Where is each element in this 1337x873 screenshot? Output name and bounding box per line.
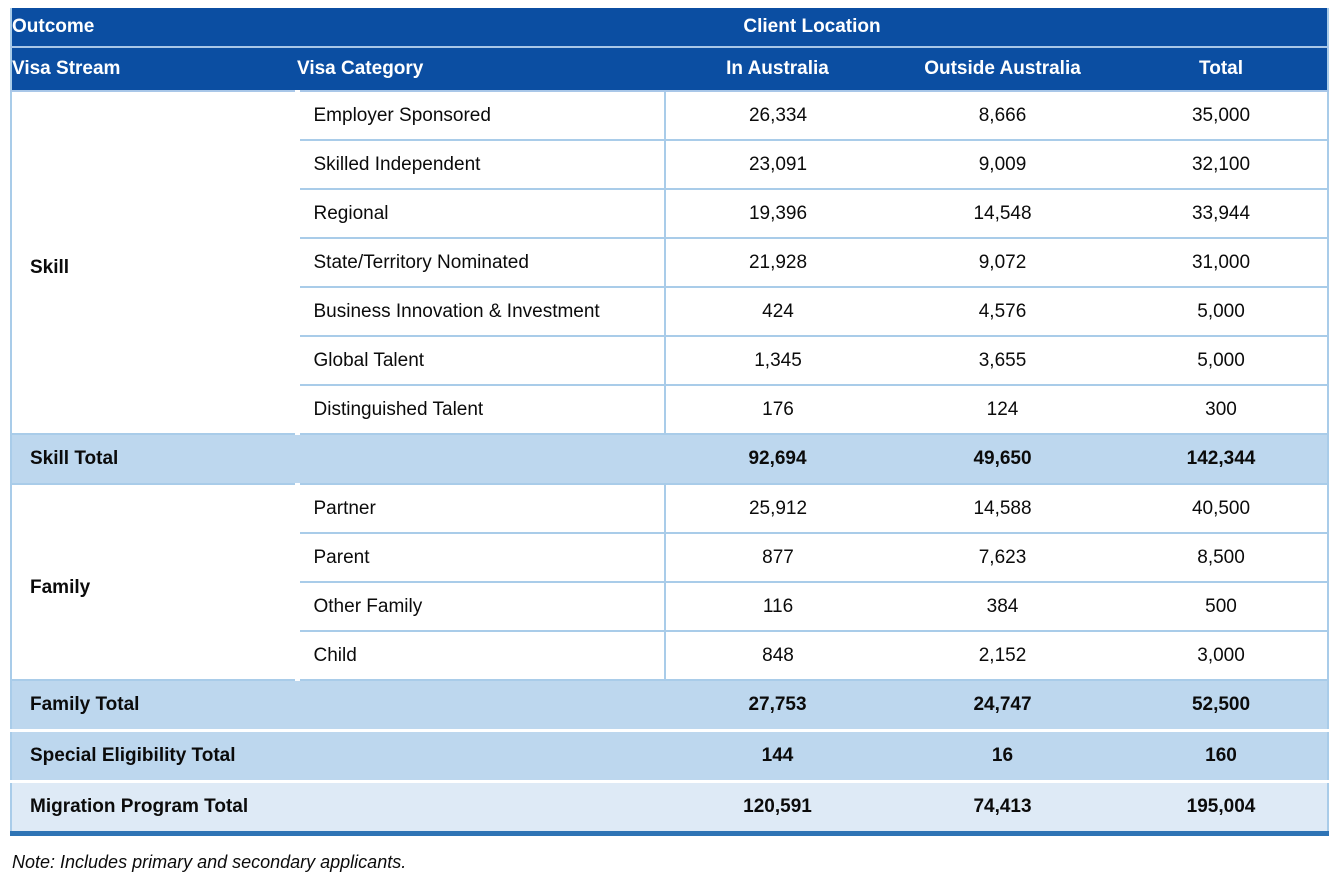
- visa-stream-cell-skill: Skill: [11, 91, 297, 434]
- table-header-row-outcome: [11, 8, 1328, 47]
- in-australia-value: 848: [665, 631, 890, 680]
- total-value: 160: [1115, 731, 1328, 782]
- special-eligibility-total-row: [11, 731, 1328, 782]
- total-value: 35,000: [1115, 91, 1328, 140]
- visa-stream-header: Visa Stream: [11, 47, 297, 91]
- visa-category-cell: Distinguished Talent: [297, 385, 665, 434]
- outside-australia-value: 3,655: [890, 336, 1115, 385]
- in-australia-value: 1,345: [665, 336, 890, 385]
- outside-australia-value: 2,152: [890, 631, 1115, 680]
- total-value: 500: [1115, 582, 1328, 631]
- outside-australia-value: 16: [890, 731, 1115, 782]
- table-row: [11, 91, 1328, 140]
- migration-program-table: [10, 8, 1329, 836]
- total-value: 5,000: [1115, 336, 1328, 385]
- table-row: [11, 484, 1328, 533]
- total-value: 8,500: [1115, 533, 1328, 582]
- outside-australia-value: 74,413: [890, 782, 1115, 834]
- visa-category-cell: Other Family: [297, 582, 665, 631]
- in-australia-value: 92,694: [665, 434, 890, 484]
- in-australia-value: 144: [665, 731, 890, 782]
- total-value: 40,500: [1115, 484, 1328, 533]
- total-value: 31,000: [1115, 238, 1328, 287]
- migration-program-total-row: [11, 782, 1328, 834]
- in-australia-header: In Australia: [665, 47, 890, 91]
- outside-australia-value: 8,666: [890, 91, 1115, 140]
- total-value: 142,344: [1115, 434, 1328, 484]
- outside-australia-value: 14,548: [890, 189, 1115, 238]
- total-value: 32,100: [1115, 140, 1328, 189]
- visa-category-cell: Global Talent: [297, 336, 665, 385]
- in-australia-value: 424: [665, 287, 890, 336]
- visa-category-cell: Regional: [297, 189, 665, 238]
- outside-australia-value: 9,009: [890, 140, 1115, 189]
- in-australia-value: 19,396: [665, 189, 890, 238]
- in-australia-value: 877: [665, 533, 890, 582]
- total-value: 5,000: [1115, 287, 1328, 336]
- client-location-header: Client Location: [297, 8, 1328, 47]
- visa-category-cell: Employer Sponsored: [297, 91, 665, 140]
- outside-australia-value: 49,650: [890, 434, 1115, 484]
- visa-category-cell: Child: [297, 631, 665, 680]
- visa-category-cell: Skilled Independent: [297, 140, 665, 189]
- visa-category-cell: Partner: [297, 484, 665, 533]
- outside-australia-value: 7,623: [890, 533, 1115, 582]
- in-australia-value: 27,753: [665, 680, 890, 731]
- total-row-label: Migration Program Total: [11, 782, 665, 834]
- visa-category-cell: State/Territory Nominated: [297, 238, 665, 287]
- total-row-label: Skill Total: [11, 434, 665, 484]
- in-australia-value: 120,591: [665, 782, 890, 834]
- visa-category-cell: Parent: [297, 533, 665, 582]
- in-australia-value: 26,334: [665, 91, 890, 140]
- total-header: Total: [1115, 47, 1328, 91]
- outside-australia-value: 24,747: [890, 680, 1115, 731]
- table-header-row-columns: [11, 47, 1328, 91]
- in-australia-value: 21,928: [665, 238, 890, 287]
- outside-australia-value: 4,576: [890, 287, 1115, 336]
- total-value: 3,000: [1115, 631, 1328, 680]
- total-value: 33,944: [1115, 189, 1328, 238]
- outside-australia-value: 384: [890, 582, 1115, 631]
- in-australia-value: 23,091: [665, 140, 890, 189]
- outside-australia-value: 9,072: [890, 238, 1115, 287]
- skill-total-row: [11, 434, 1328, 484]
- in-australia-value: 176: [665, 385, 890, 434]
- visa-stream-cell-family: Family: [11, 484, 297, 680]
- in-australia-value: 25,912: [665, 484, 890, 533]
- outside-australia-header: Outside Australia: [890, 47, 1115, 91]
- footnote: Note: Includes primary and secondary applicants.: [12, 852, 407, 872]
- visa-category-header: Visa Category: [297, 47, 665, 91]
- total-value: 300: [1115, 385, 1328, 434]
- visa-category-cell: Business Innovation & Investment: [297, 287, 665, 336]
- total-value: 195,004: [1115, 782, 1328, 834]
- in-australia-value: 116: [665, 582, 890, 631]
- outcome-header: Outcome: [11, 8, 297, 47]
- total-row-label: Family Total: [11, 680, 665, 731]
- total-row-label: Special Eligibility Total: [11, 731, 665, 782]
- outside-australia-value: 14,588: [890, 484, 1115, 533]
- family-total-row: [11, 680, 1328, 731]
- total-value: 52,500: [1115, 680, 1328, 731]
- outside-australia-value: 124: [890, 385, 1115, 434]
